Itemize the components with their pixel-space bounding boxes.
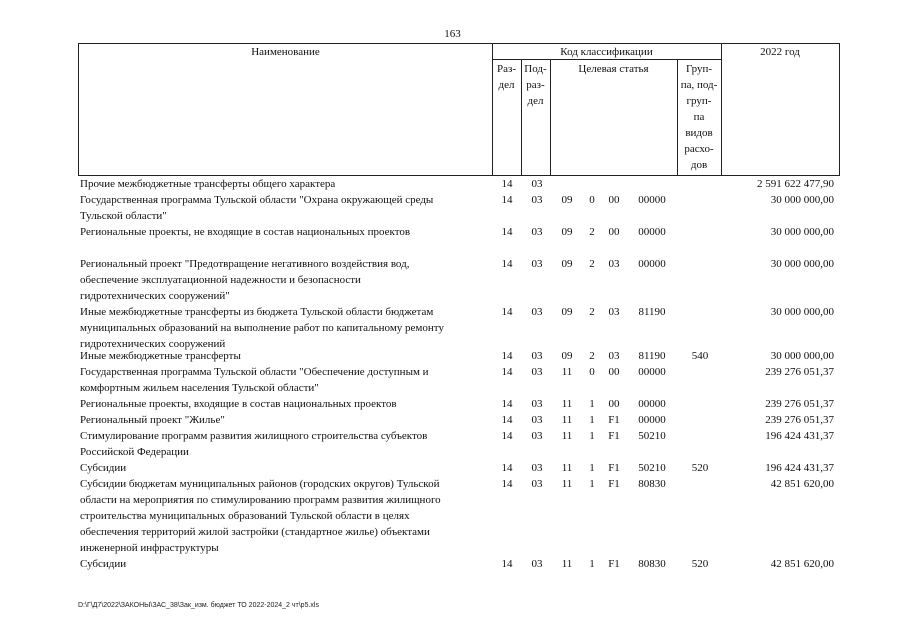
row-name: Стимулирование программ развития жилищного строительства субъектов Российской Федерации [80, 430, 428, 458]
row-amount: 196 424 431,37 [765, 462, 834, 474]
row-amount: 196 424 431,37 [765, 430, 834, 442]
row-amount: 30 000 000,00 [770, 226, 834, 238]
row-name: Государственная программа Тульской области "Обеспечение доступным и комфортным жильем населения Тульской области" [80, 366, 429, 394]
table-header [78, 43, 840, 176]
row-name: Иные межбюджетные трансферты [80, 350, 241, 362]
file-path-footer: D:\Г\Д7\2022\ЗАКОНЫ\ЗАС_38\Зак_изм. бюджет ТО 2022-2024_2 чт\р5.xls [78, 602, 319, 609]
header-divider [721, 44, 722, 175]
row-name: Региональные проекты, входящие в состав национальных проектов [80, 398, 397, 410]
row-name: Субсидии бюджетам муниципальных районов (городских округов) Тульской области на мероприятия по стимулированию программ развития жилищного строительства муниципальных образований Тульской области в целях обеспечения территорий жилой застройки (стандартное жилье) объектами инженерной инфраструктуры [80, 478, 441, 554]
row-name: Субсидии [80, 462, 127, 474]
row-amount: 239 276 051,37 [765, 414, 834, 426]
row-amount: 239 276 051,37 [765, 366, 834, 378]
row-amount: 239 276 051,37 [765, 398, 834, 410]
header-razdel: Раз- дел [496, 63, 516, 91]
header-code-class: Код классификации [560, 46, 653, 58]
row-name: Региональный проект "Жилье" [80, 414, 225, 426]
header-podrazdel: Под- раз- дел [524, 63, 547, 107]
row-name: Иные межбюджетные трансферты из бюджета Тульской области бюджетам муниципальных образований на выполнение работ по капитальному ремонту гидротехнических сооружений [80, 306, 444, 350]
header-name: Наименование [251, 46, 320, 58]
row-amount: 2 591 622 477,90 [757, 178, 834, 190]
header-target: Целевая статья [578, 63, 649, 75]
row-amount: 42 851 620,00 [770, 478, 834, 490]
row-name: Региональные проекты, не входящие в состав национальных проектов [80, 226, 411, 238]
row-amount: 30 000 000,00 [770, 194, 834, 206]
row-amount: 30 000 000,00 [770, 306, 834, 318]
row-name: Государственная программа Тульской области "Охрана окружающей среды Тульской области" [80, 194, 434, 222]
row-amount: 42 851 620,00 [770, 558, 834, 570]
row-name: Субсидии [80, 558, 127, 570]
row-amount: 30 000 000,00 [770, 258, 834, 270]
row-name: Прочие межбюджетные трансферты общего характера [80, 178, 336, 190]
page-number: 163 [444, 28, 461, 40]
row-name: Региональный проект "Предотвращение негативного воздействия вод, обеспечение эксплуатационной надежности и безопасности гидротехнических сооружений" [80, 258, 410, 302]
header-year: 2022 год [760, 46, 800, 58]
header-group: Груп- па, под- груп- па видов расхо- дов [680, 63, 718, 171]
row-amount: 30 000 000,00 [770, 350, 834, 362]
